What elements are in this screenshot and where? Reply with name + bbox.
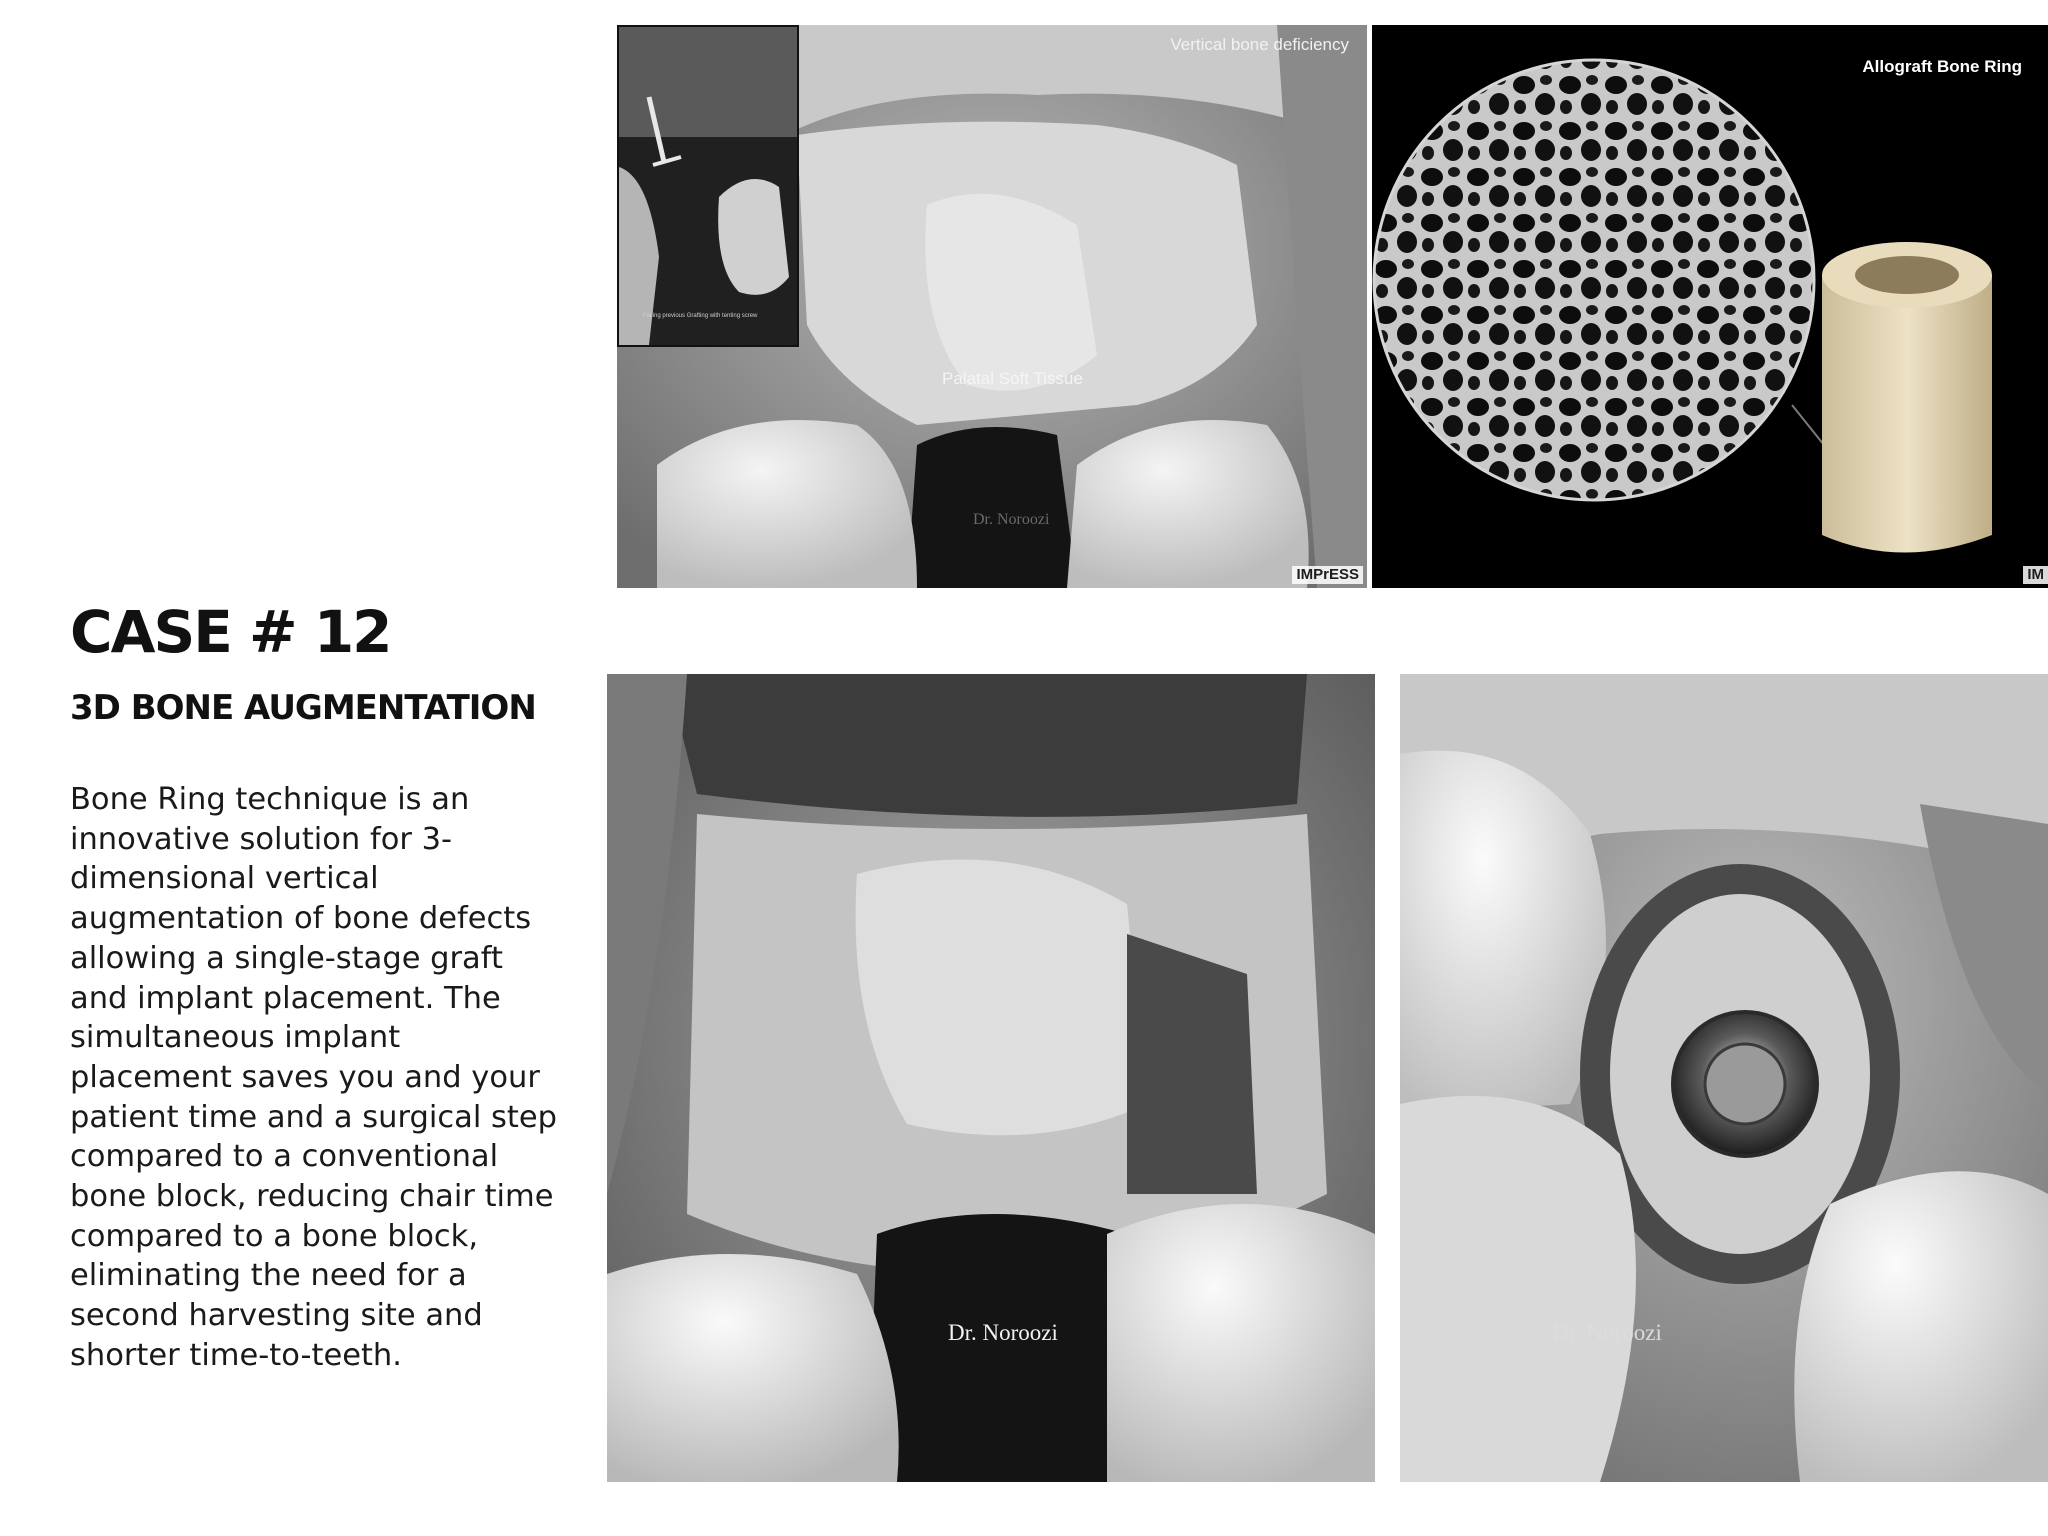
bone-ring-illustration	[1372, 25, 2048, 588]
photo-bone-ring-graft	[607, 674, 1375, 1482]
description-line: second harvesting site and	[70, 1298, 483, 1334]
description-line: patient time and a surgical step	[70, 1099, 557, 1135]
impress-logo: IMPrESS	[1292, 566, 1363, 584]
description-line: Bone Ring technique is an	[70, 782, 470, 817]
xray-graphic	[619, 27, 797, 345]
description-line: dimensional vertical	[70, 861, 379, 897]
description-line: allowing a single-stage graft	[70, 940, 503, 976]
watermark: Dr. Noroozi	[948, 1320, 1058, 1345]
watermark: Dr. Noroozi	[1552, 1320, 1662, 1345]
case-description	[70, 780, 560, 1376]
description-line: compared to a conventional	[70, 1139, 499, 1175]
description-line: placement saves you and your	[70, 1059, 540, 1095]
photo-allograft-bone-ring	[1372, 25, 2048, 588]
impress-logo: IM	[2023, 566, 2048, 584]
description-line: and implant placement. The	[70, 980, 501, 1016]
tissue-label: Palatal Soft Tissue	[942, 369, 1083, 388]
photo-caption: Allograft Bone Ring	[1862, 57, 2022, 76]
description-line: bone block, reducing chair time	[70, 1179, 554, 1215]
surgical-photo-graphic	[1400, 674, 2048, 1482]
description-line: compared to a bone block,	[70, 1218, 479, 1254]
case-subtitle: 3D BONE AUGMENTATION	[70, 688, 536, 728]
description-line: shorter time-to-teeth.	[70, 1337, 402, 1373]
photo-vertical-bone-deficiency	[617, 25, 1367, 588]
description-line: innovative solution for 3-	[70, 821, 452, 857]
xray-caption: Failing previous Grafting with tenting screw	[643, 313, 758, 319]
photo-caption: Vertical bone deficiency	[1170, 35, 1349, 54]
surgical-photo-graphic	[607, 674, 1375, 1482]
watermark: Dr. Noroozi	[973, 511, 1050, 528]
description-line: simultaneous implant	[70, 1020, 401, 1056]
case-title: CASE # 12	[70, 598, 391, 666]
xray-inset	[617, 25, 799, 347]
description-line: augmentation of bone defects	[70, 901, 532, 937]
description-line: eliminating the need for a	[70, 1258, 467, 1294]
photo-implant-placement	[1400, 674, 2048, 1482]
